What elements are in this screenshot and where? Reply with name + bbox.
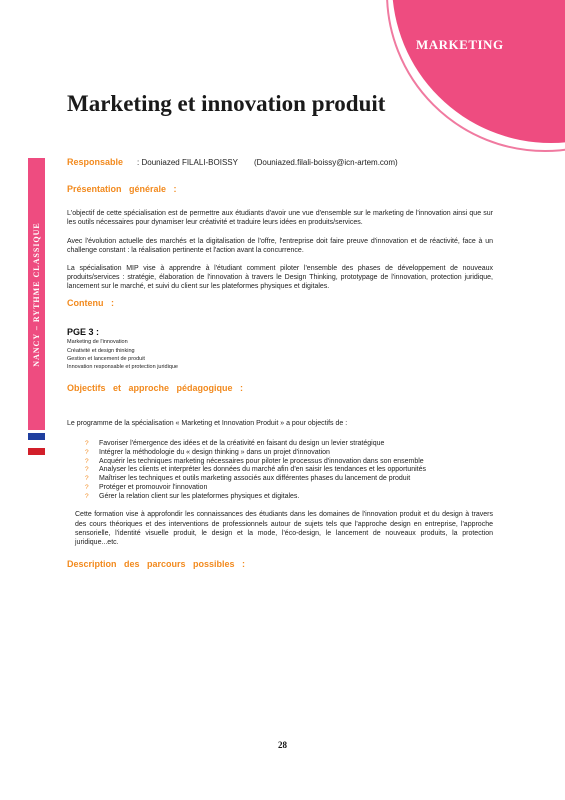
- list-item: [67, 440, 493, 449]
- responsable-line: [67, 157, 493, 169]
- pge-label: PGE 3 :: [67, 326, 100, 337]
- french-flag-icon: [28, 433, 45, 455]
- list-item: [67, 475, 493, 484]
- objective-text: Maîtriser les techniques et outils marketing associés aux différentes phases du lancement de produit: [99, 475, 411, 483]
- responsable-label: Responsable: [67, 157, 124, 167]
- bullet-icon: ?: [85, 492, 89, 500]
- objectifs-intro: Le programme de la spécialisation « Marketing et Innovation Produit » a pour objectifs de :: [67, 420, 348, 428]
- objective-text: Protéger et promouvoir l'innovation: [99, 483, 208, 491]
- header-decoration-edge: [386, 0, 565, 152]
- objectifs-heading: Objectifs et approche pédagogique :: [67, 383, 244, 394]
- bullet-icon: ?: [85, 457, 89, 465]
- contenu-heading: Contenu :: [67, 298, 114, 309]
- objectifs-closing: Cette formation vise à approfondir les connaissances des étudiants dans les domaines de l'innovation produit et du design à travers des cours théoriques et des interventions de professionnels autour de sujets tels que l'approche design en entreprise, l'approche sensorielle, l'identité visuelle produit, le design et la mode, l'éco-design, le lancement de nouveaux produits, la protection juridique...etc.: [75, 511, 493, 546]
- presentation-heading: Présentation générale :: [67, 183, 177, 194]
- main-content: [67, 157, 493, 571]
- responsable-name: : Douniazed FILALI-BOISSY: [137, 158, 238, 167]
- bullet-icon: ?: [85, 483, 89, 491]
- sidebar-label: [28, 158, 45, 430]
- presentation-paragraph: L'objectif de cette spécialisation est de permettre aux étudiants d'avoir une vue d'ensemble sur le marketing de l'innovation ainsi que sur les outils nécessaires pour dynamiser leur créativité et traduire leurs idées en produits/services.: [67, 210, 493, 227]
- section-label: MARKETING: [416, 37, 504, 52]
- list-item: [67, 458, 493, 467]
- objective-text: Intégrer la méthodologie du « design thinking » dans un projet d'innovation: [99, 448, 330, 456]
- list-item: [67, 449, 493, 458]
- bullet-icon: ?: [85, 475, 89, 483]
- page-number: 28: [278, 740, 287, 750]
- presentation-paragraph: Avec l'évolution actuelle des marchés et la digitalisation de l'offre, l'entreprise doit faire preuve d'innovation et de réactivité, face à un challenge constant : la réalisation pertinente et l'action avant la concurrence.: [67, 237, 493, 254]
- course-item: Gestion et lancement de produit: [67, 355, 145, 362]
- parcours-heading: Description des parcours possibles :: [67, 558, 246, 569]
- list-item: [67, 484, 493, 493]
- sidebar-label-text: NANCY – RYTHME CLASSIQUE: [32, 221, 42, 367]
- bullet-icon: ?: [85, 466, 89, 474]
- course-item: Innovation responsable et protection juridique: [67, 364, 178, 371]
- objective-text: Acquérir les techniques marketing nécessaires pour piloter le processus d'innovation dans son ensemble: [99, 457, 424, 465]
- list-item: [67, 493, 493, 502]
- course-list: [67, 338, 493, 371]
- bullet-icon: ?: [85, 448, 89, 456]
- objective-text: Gérer la relation client sur les plateformes physiques et digitales.: [99, 492, 300, 500]
- objectives-list: [67, 440, 493, 501]
- bullet-icon: ?: [85, 440, 89, 448]
- responsable-email: (Douniazed.filali-boissy@icn-artem.com): [253, 158, 398, 167]
- course-item: Marketing de l'innovation: [67, 339, 128, 346]
- course-item: Créativité et design thinking: [67, 347, 135, 354]
- objective-text: Analyser les clients et interpréter les données du marché afin d'en saisir les tendances et les opportunités: [99, 466, 427, 474]
- objective-text: Favoriser l'émergence des idées et de la créativité en faisant du design un levier stratégique: [99, 440, 385, 448]
- presentation-paragraph: La spécialisation MIP vise à apprendre à l'étudiant comment piloter l'ensemble des phases de développement de nouveaux produits/services : stratégie, élaboration de l'innovation à travers le Design Thinking, prototypage de l'innovation, protection juridique, lancement sur le marché, et suivi du client sur les plateformes physiques et digitales.: [67, 264, 493, 290]
- list-item: [67, 466, 493, 475]
- page-title: Marketing et innovation produit: [67, 91, 386, 116]
